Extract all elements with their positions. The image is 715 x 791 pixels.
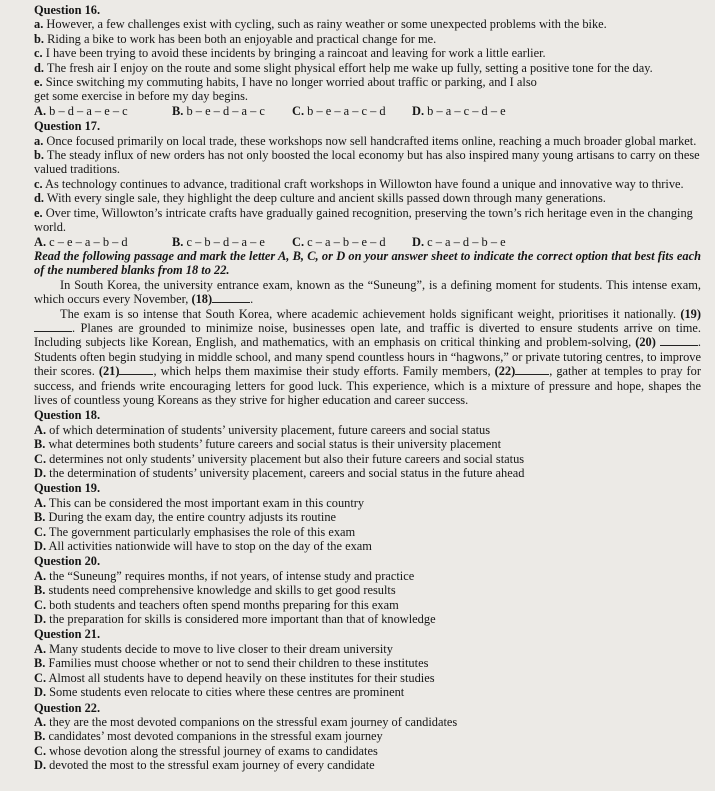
option-d[interactable]: D. b – a – c – d – e	[412, 103, 506, 118]
answer-options	[34, 235, 701, 249]
question-title: Question 17.	[34, 119, 101, 134]
option-b[interactable]: B. During the exam day, the entire country adjusts its routine	[34, 510, 337, 525]
question-17	[34, 119, 701, 249]
sentence-b: b. The steady influx of new orders has not only boosted the local economy but has also inspired many young artisans to carry on these valued traditions.	[34, 148, 700, 177]
reading-passage-body: The exam is so intense that South Korea, where academic achievement holds significant weight, prioritises it nationally. (19) . Planes are grounded to minimize noise, businesses open late, and traffic is diverted to ensure students arrive on time. Including subjects like Korean, English, and mathematics, with an emphasis on critical thinking and problem-solving, (20) . Students often begin studying in middle school, and many spend countless hours in “hagwons,” or private tutoring centres, to improve their scores. (21) , which helps them maximise their study efforts. Family members, (22) , gather at temples to pray for success, and friends write encouraging letters for good luck. This experience, which is a mixture of pressure and hope, shapes the lives of countless young Koreans as they strive for higher education and career success.	[34, 306, 701, 407]
option-d[interactable]: D. c – a – d – b – e	[412, 234, 506, 249]
sentence-e: e. Since switching my commuting habits, I have no longer worried about traffic or parking, and I also get some exercise in before my day begins.	[34, 75, 537, 104]
option-d[interactable]: D. Some students even relocate to cities where these centres are prominent	[34, 685, 405, 700]
option-d[interactable]: D. the determination of students’ university placement, careers and social status in the future ahead	[34, 466, 525, 480]
sentence-c: c. As technology continues to advance, traditional craft workshops in Willowton have found a unique and innovative way to thrive.	[34, 176, 684, 191]
option-d[interactable]: D. All activities nationwide will have to stop on the day of the exam	[34, 539, 372, 554]
option-a[interactable]: A. This can be considered the most important exam in this country	[34, 495, 365, 510]
sentence-b: b. Riding a bike to work has been both an enjoyable and practical change for me.	[34, 31, 437, 46]
sentence-d: d. The fresh air I enjoy on the route and some slight physical effort help me wake up fully, setting a positive tone for the day.	[34, 60, 653, 75]
option-c[interactable]: C. b – e – a – c – d	[292, 103, 386, 118]
option-d[interactable]: D. devoted the most to the stressful exam journey of every candidate	[34, 758, 375, 773]
option-b[interactable]: B. students need comprehensive knowledge and skills to get good results	[34, 583, 396, 598]
sentence-a: a. However, a few challenges exist with cycling, such as rainy weather or some unexpected problems with the bike.	[34, 17, 607, 32]
question-title: Question 16.	[34, 3, 101, 17]
option-b[interactable]: B. c – b – d – a – e	[172, 234, 265, 249]
option-a[interactable]: A. b – d – a – e – c	[34, 103, 128, 118]
blank-19	[34, 321, 72, 332]
option-b[interactable]: B. candidates’ most devoted companions in the stressful exam journey	[34, 729, 383, 744]
option-c[interactable]: C. c – a – b – e – d	[292, 234, 386, 249]
option-b[interactable]: B. Families must choose whether or not to send their children to these institutes	[34, 656, 429, 671]
option-a[interactable]: A. Many students decide to move to live closer to their dream university	[34, 641, 393, 656]
question-title: Question 20.	[34, 554, 101, 569]
sentence-d: d. With every single sale, they highlight the deep culture and ancient skills passed down through many generations.	[34, 191, 606, 206]
blank-21	[119, 364, 153, 375]
question-title: Question 18.	[34, 408, 101, 423]
question-18	[34, 408, 701, 480]
question-20	[34, 554, 701, 626]
sentence-c: c. I have been trying to avoid these incidents by bringing a raincoat and leaving for work a little earlier.	[34, 46, 546, 61]
option-b[interactable]: B. what determines both students’ future careers and social status is their university placement	[34, 437, 502, 452]
question-title: Question 19.	[34, 481, 101, 496]
question-21	[34, 627, 701, 699]
option-c[interactable]: C. determines not only students’ university placement but also their future careers and social status	[34, 451, 525, 466]
option-a[interactable]: A. the “Suneung” requires months, if not years, of intense study and practice	[34, 568, 415, 583]
question-title: Question 21.	[34, 627, 101, 642]
question-title: Question 22.	[34, 700, 101, 715]
question-22	[34, 701, 701, 773]
option-d[interactable]: D. the preparation for skills is considered more important than that of knowledge	[34, 612, 436, 627]
sentence-a: a. Once focused primarily on local trade, these workshops now sell handcrafted items online, reaching a much broader global market.	[34, 133, 697, 148]
blank-22	[515, 364, 549, 375]
blank-20	[660, 335, 698, 346]
answer-options	[34, 104, 701, 118]
question-19	[34, 481, 701, 553]
option-c[interactable]: C. Almost all students have to depend heavily on these institutes for their studies	[34, 670, 435, 685]
option-c[interactable]: C. The government particularly emphasises the role of this exam	[34, 524, 356, 539]
blank-18	[212, 292, 250, 303]
reading-passage: In South Korea, the university entrance exam, known as the “Suneung”, is a defining moment for students. This intense exam, which occurs every November, (18) .	[34, 277, 701, 307]
option-b[interactable]: B. b – e – d – a – c	[172, 103, 265, 118]
passage-instruction: Read the following passage and mark the letter A, B, C, or D on your answer sheet to indicate the correct option that best fits each of the numbered blanks from 18 to 22.	[34, 248, 701, 278]
question-16	[34, 3, 701, 118]
option-a[interactable]: A. c – e – a – b – d	[34, 234, 128, 249]
option-a[interactable]: A. of which determination of students’ university placement, future careers and social status	[34, 422, 491, 437]
sentence-e: e. Over time, Willowton’s intricate crafts have gradually gained recognition, preserving the town’s rich heritage even in the changing world.	[34, 205, 693, 235]
option-c[interactable]: C. whose devotion along the stressful journey of exams to candidates	[34, 743, 378, 758]
option-a[interactable]: A. they are the most devoted companions on the stressful exam journey of candidates	[34, 714, 458, 729]
option-c[interactable]: C. both students and teachers often spend months preparing for this exam	[34, 597, 399, 612]
